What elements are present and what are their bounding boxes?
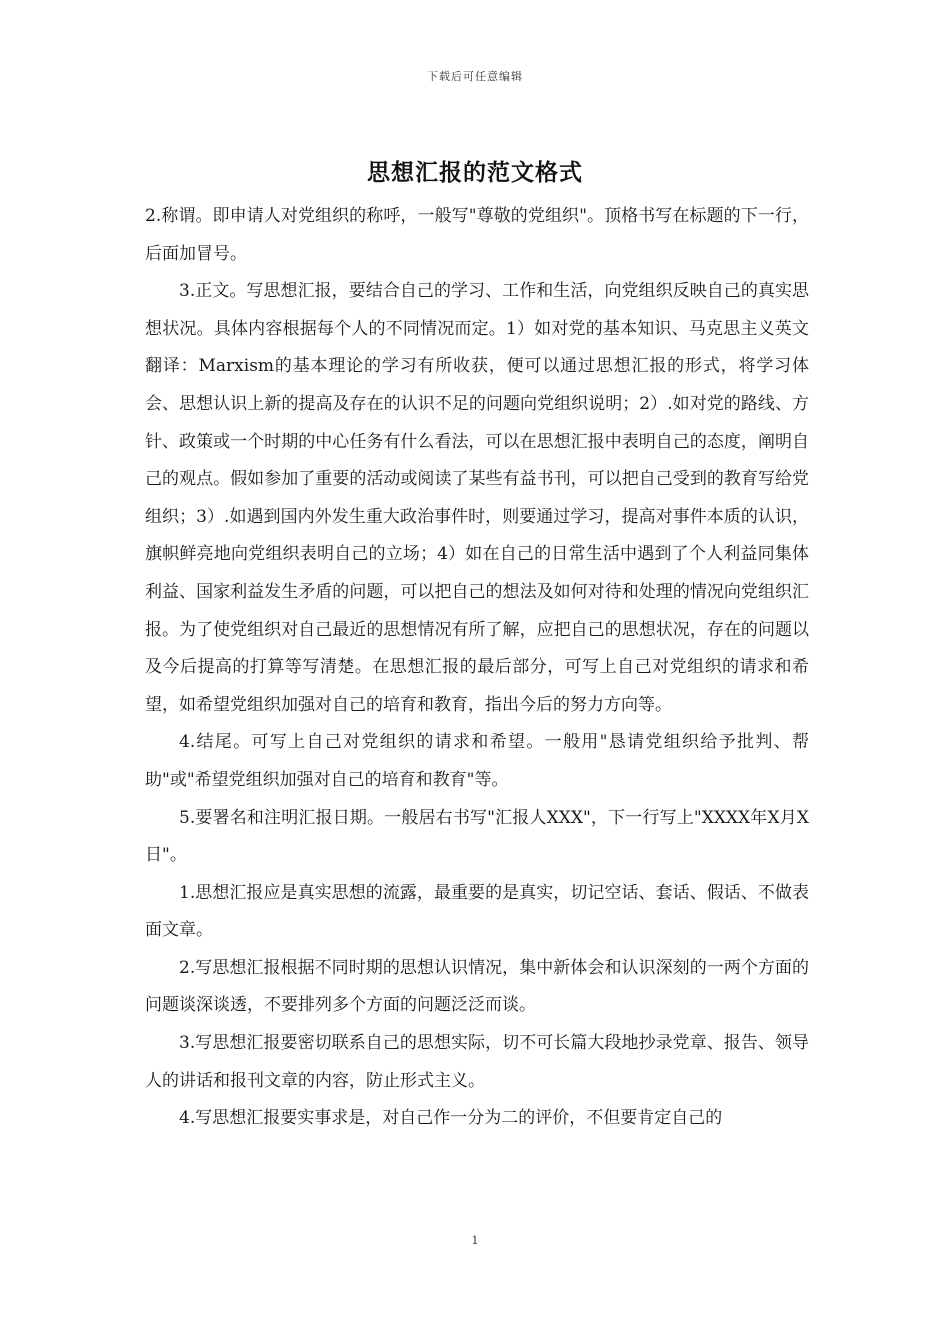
paragraph-tip-1: 1.思想汇报应是真实思想的流露，最重要的是真实，切记空话、套话、假话、不做表面文章。 [145,882,809,941]
document-body [145,198,809,1138]
paragraph-signature: 5.要署名和注明汇报日期。一般居右书写"汇报人XXX"，下一行写上"XXXX年X月X日"。 [145,807,809,866]
paragraph-tip-2: 2.写思想汇报根据不同时期的思想认识情况，集中新体会和认识深刻的一两个方面的问题谈深谈透，不要排列多个方面的问题泛泛而谈。 [145,957,809,1016]
paragraph-salutation: 2.称谓。即申请人对党组织的称呼，一般写"尊敬的党组织"。顶格书写在标题的下一行，后面加冒号。 [145,206,809,264]
page-header: 下载后可任意编辑 [427,70,523,83]
paragraph-tip-3: 3.写思想汇报要密切联系自己的思想实际，切不可长篇大段地抄录党章、报告、领导人的讲话和报刊文章的内容，防止形式主义。 [145,1033,809,1091]
paragraph-main-text: 3.正文。写思想汇报，要结合自己的学习、工作和生活，向党组织反映自己的真实思想状况。具体内容根据每个人的不同情况而定。1）如对党的基本知识、马克思主义英文翻译：Marxism的基本理论的学习有所收获，便可以通过思想汇报的形式，将学习体会、思想认识上新的提高及存在的认识不足的问题向党组织说明；2）.如对党的路线、方针、政策或一个时期的中心任务有什么看法，可以在思想汇报中表明自己的态度，阐明自己的观点。假如参加了重要的活动或阅读了某些有益书刊，可以把自己受到的教育写给党组织；3）.如遇到国内外发生重大政治事件时，则要通过学习，提高对事件本质的认识，旗帜鲜亮地向党组织表明自己的立场；4）如在自己的日常生活中遇到了个人利益同集体利益、国家利益发生矛盾的问题，可以把自己的想法及如何对待和处理的情况向党组织汇报。为了使党组织对自己最近的思想情况有所了解，应把自己的思想状况，存在的问题以及今后提高的打算等写清楚。在思想汇报的最后部分，可写上自己对党组织的请求和希望，如希望党组织加强对自己的培育和教育，指出今后的努力方向等。 [145,281,809,715]
document-title: 思想汇报的范文格式 [367,159,583,186]
paragraph-ending: 4.结尾。可写上自己对党组织的请求和希望。一般用"恳请党组织给予批判、帮助"或"希望党组织加强对自己的培育和教育"等。 [145,732,809,790]
paragraph-tip-4: 4.写思想汇报要实事求是，对自己作一分为二的评价，不但要肯定自己的 [179,1108,723,1129]
page-number: 1 [471,1234,479,1247]
